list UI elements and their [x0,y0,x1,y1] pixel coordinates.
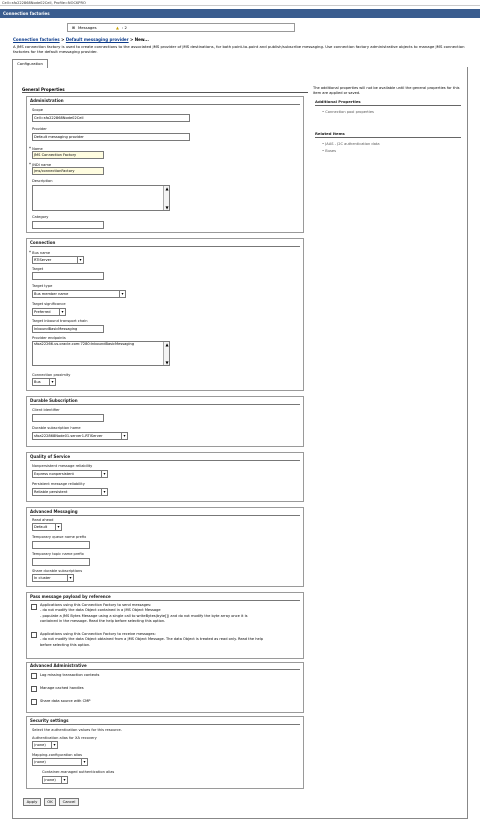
chevron-down-icon: ▾ [101,489,107,495]
temp-queue-label: Temporary queue name prefix [32,535,87,539]
messages-bar[interactable] [67,23,295,32]
chevron-down-icon: ▾ [55,524,61,530]
divider [30,724,300,725]
container-alias-select[interactable]: (none) ▾ [42,776,68,784]
divider [22,92,308,93]
target-significance-select[interactable]: Preferred ▾ [32,308,66,316]
jaas-link[interactable]: • JAAS - J2C authentication data [322,142,380,146]
security-intro: Select the authentication values for this resource. [32,728,122,732]
durable-home-select[interactable]: sfoa222868Node01.server1-RTIServer ▾ [32,432,128,440]
required-icon: * [29,162,31,167]
messages-label: Messages [78,25,97,30]
provider-endpoints-textarea[interactable]: sfoa22266.us.oracle.com:7280:InboundBasicMessaging ▲ ▼ [34,342,169,365]
nonpersistent-select[interactable]: Express nonpersistent ▾ [32,470,108,478]
general-properties-heading: General Properties [22,87,65,92]
receive-by-reference-text: Applications using this Connection Factory to receive messages: - do not modify the data Object obtained from a JMS Object Message. The data Object is treated as read only. Read the help before selecting this option. [40,632,263,647]
connection-title: Connection [30,240,56,245]
scroll-up-icon[interactable]: ▲ [165,186,169,191]
jndi-label: * JNDI name [29,162,52,167]
divider [30,104,300,105]
target-chain-label: Target inbound transport chain [32,319,88,323]
divider [30,669,300,670]
persistent-label: Persistent message reliability [32,482,85,486]
additional-properties-title: Additional Properties [315,99,361,104]
persistent-select[interactable]: Reliable persistent ▾ [32,488,108,496]
client-id-label: Client identifier [32,408,60,412]
send-by-reference-text: Applications using this Connection Factory to send messages: - do not modify the data Object contained in a JMS Object Message - populate a JMS Bytes Message using a single call to writeBytes(byte[]) and do not modify the byte array once it is contained in the message. Read the help before selecting this option. [40,603,248,624]
scroll-down-icon[interactable]: ▼ [165,205,169,210]
provider-label: Provider [32,127,47,131]
required-icon: * [29,146,31,151]
receive-by-reference-checkbox[interactable] [31,632,37,638]
provider-field: Default messaging provider [32,133,190,141]
read-ahead-label: Read ahead [32,518,54,522]
divider [30,515,300,516]
breadcrumb-default-messaging[interactable]: Default messaging provider [65,37,129,42]
mapping-alias-label: Mapping-configuration alias [32,753,82,757]
divider [30,460,300,461]
bullet-icon: • [322,142,325,146]
name-input[interactable]: JMS Connection Factory [32,151,104,159]
administration-title: Administration [30,98,64,103]
chevron-down-icon: ▾ [49,379,55,385]
chevron-down-icon: ▾ [59,309,65,315]
share-durable-label: Share durable subscriptions [32,569,83,573]
scope-label: Scope [32,108,43,112]
client-id-input[interactable] [32,414,104,422]
category-label: Category [32,215,49,219]
buses-link[interactable]: • Buses [322,149,336,153]
related-items-title: Related Items [315,131,345,136]
scroll-up-icon[interactable]: ▲ [165,342,169,347]
bullet-icon: • [322,149,325,153]
chevron-down-icon: ▾ [121,433,127,439]
page-description: A JMS connection factory is used to create connections to the associated JMS provider of JMS destinations, for both point-to-point and publish/subscribe messaging. Use connection factory administrative objects to manage JMS connection factories for the default messaging provider. [13,44,465,55]
scrollbar[interactable] [163,342,169,365]
chevron-down-icon: ▾ [101,471,107,477]
bus-name-label: * Bus name [29,250,51,255]
breadcrumb-separator: > [61,37,65,42]
warning-count: : 2 [122,25,127,30]
breadcrumb-current: New... [134,37,149,42]
name-label: * Name [29,146,43,151]
share-cmp-label: Share data source with CMP [40,699,91,703]
provider-endpoints-label: Provider endpoints [32,336,66,340]
scrollbar[interactable] [163,186,169,210]
description-textarea[interactable] [32,185,170,211]
target-significance-label: Target significance [32,302,66,306]
proximity-select[interactable]: Bus ▾ [32,378,56,386]
chevron-down-icon: ▾ [51,742,57,748]
proximity-label: Connection proximity [32,373,71,377]
window-top-text: Cell=sfo222868Node02Cell, Profile=NOCKPRO [0,0,480,6]
bullet-icon: • [322,110,325,114]
divider [30,246,300,247]
mapping-alias-select[interactable]: (none) ▾ [32,758,88,766]
scope-field: Cell=sfo222868Node02Cell [32,114,190,122]
chevron-down-icon: ▾ [61,777,67,783]
cancel-button[interactable]: Cancel [59,798,79,806]
chevron-down-icon: ▾ [77,257,83,263]
advanced-admin-title: Advanced Administrative [30,663,87,668]
category-input[interactable] [32,221,104,229]
target-type-select[interactable]: Bus member name ▾ [32,290,126,298]
xa-recovery-label: Authentication alias for XA recovery [32,736,97,740]
target-chain-input[interactable]: InboundBasicMessaging [32,325,104,333]
connection-pool-link[interactable]: • Connection pool properties [322,110,374,114]
info-icon: ⊞ [72,25,76,30]
apply-button[interactable]: Apply [23,798,41,806]
divider [315,137,461,138]
side-note: The additional properties will not be available until the general properties for this item are applied or saved. [313,86,460,95]
temp-topic-input[interactable] [32,558,90,566]
durable-home-label: Durable subscription home [32,426,81,430]
log-missing-checkbox[interactable] [31,673,37,679]
ok-button[interactable]: OK [44,798,56,806]
divider [30,404,300,405]
temp-topic-label: Temporary topic name prefix [32,552,84,556]
qos-title: Quality of Service [30,454,71,459]
warning-icon: ▲ [116,25,119,30]
durable-subscription-title: Durable Subscription [30,398,78,403]
breadcrumb-connection-factories[interactable]: Connection factories [13,37,60,42]
bus-name-select[interactable]: RTIServer ▾ [32,256,84,264]
manage-cached-label: Manage cached handles [40,686,84,690]
description-label: Description [32,179,53,183]
manage-cached-checkbox[interactable] [31,686,37,692]
target-input[interactable] [32,272,104,280]
security-title: Security settings [30,718,69,723]
share-durable-select[interactable]: In cluster ▾ [32,574,74,582]
target-type-label: Target type [32,284,53,288]
scroll-down-icon[interactable]: ▼ [165,360,169,365]
xa-recovery-select[interactable]: (none) ▾ [32,741,58,749]
breadcrumb-separator: > [130,37,134,42]
jndi-input[interactable]: jms/connectionFactory [32,167,104,175]
log-missing-label: Log missing transaction contexts [40,673,100,677]
temp-queue-input[interactable] [32,541,90,549]
share-cmp-checkbox[interactable] [31,699,37,705]
nonpersistent-label: Nonpersistent message reliability [32,464,93,468]
container-alias-label: Container-managed authentication alias [42,770,115,774]
advanced-messaging-title: Advanced Messaging [30,509,78,514]
payload-title: Pass message payload by reference [30,594,111,599]
read-ahead-select[interactable]: Default ▾ [32,523,62,531]
divider [30,600,300,601]
required-icon: * [29,250,31,255]
send-by-reference-checkbox[interactable] [31,604,37,610]
chevron-down-icon: ▾ [81,759,87,765]
chevron-down-icon: ▾ [119,291,125,297]
divider [315,105,461,106]
chevron-down-icon: ▾ [67,575,73,581]
breadcrumb [13,37,149,42]
target-label: Target [32,267,44,271]
tab-configuration[interactable]: Configuration [12,59,48,68]
page-title-bar: Connection factories [0,9,480,18]
